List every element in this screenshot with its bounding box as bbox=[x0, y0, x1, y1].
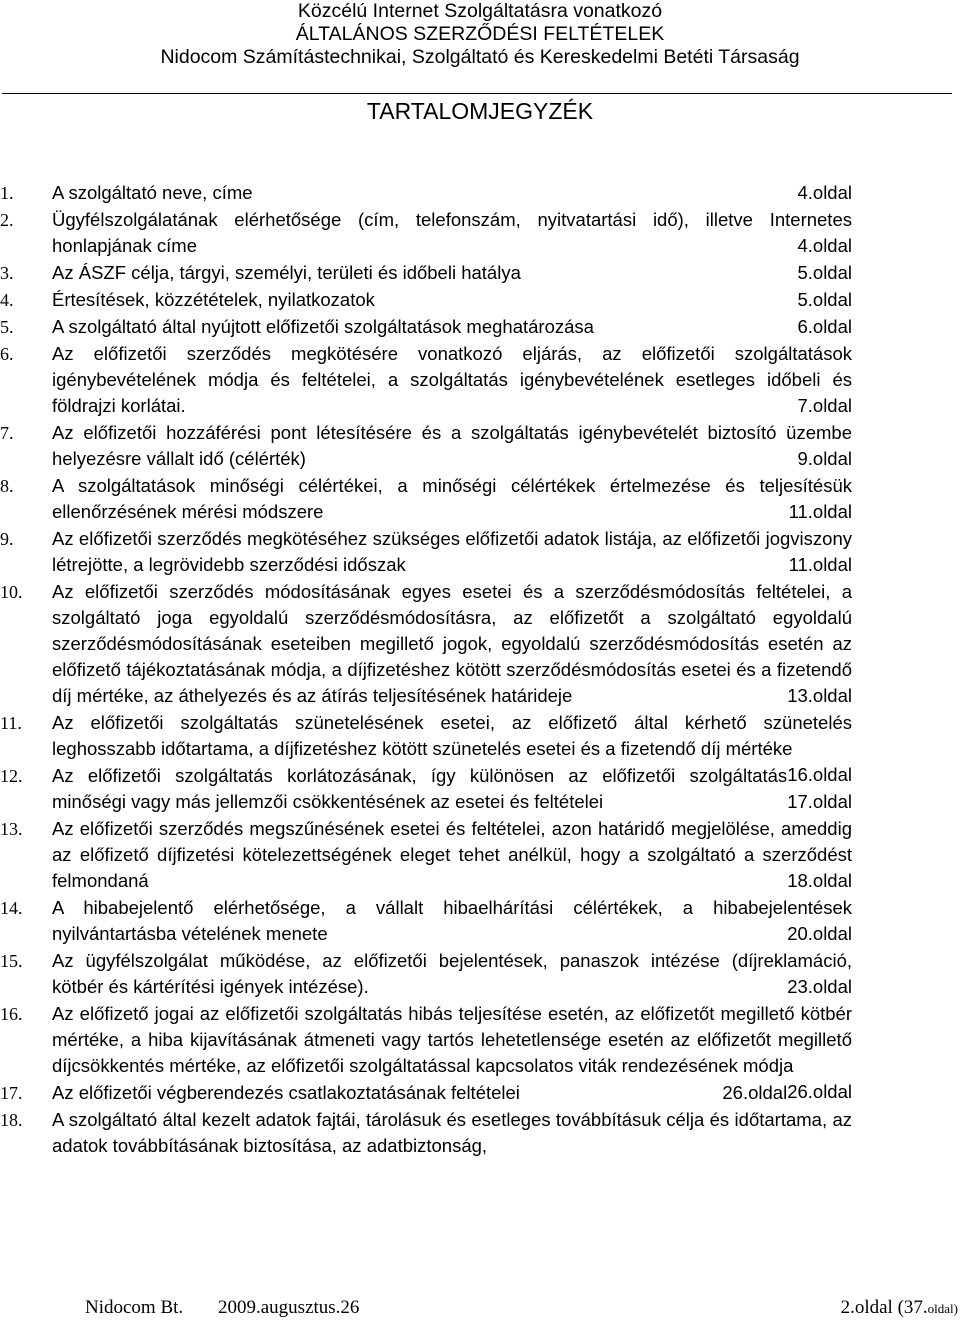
toc-entry-number: 6. bbox=[0, 344, 14, 364]
toc-entry bbox=[0, 1080, 960, 1106]
toc-entry-number: 15. bbox=[0, 951, 23, 971]
toc-entry-title: Az ügyfélszolgálat működése, az előfizetői bejelentések, panaszok intézése (díjreklamáció, kötbér és kártérítési igények intézése). bbox=[52, 950, 852, 997]
toc-entry-number: 4. bbox=[0, 290, 14, 310]
toc-entry bbox=[0, 207, 960, 259]
toc-entry-number: 17. bbox=[0, 1083, 23, 1103]
toc-entry-number: 12. bbox=[0, 766, 23, 786]
toc-entry-number: 18. bbox=[0, 1110, 23, 1130]
toc-entry-text bbox=[52, 948, 852, 1000]
toc-entry-page: 4.oldal bbox=[797, 182, 852, 203]
footer-company: Nidocom Bt. bbox=[85, 1297, 184, 1318]
toc-entry-text bbox=[52, 816, 852, 894]
toc-entry-page: 11.oldal bbox=[788, 554, 852, 575]
header-line-2: ÁLTALÁNOS SZERZŐDÉSI FELTÉTELEK bbox=[295, 23, 665, 45]
toc-entry-number: 7. bbox=[0, 423, 14, 443]
toc-entry bbox=[0, 260, 960, 286]
toc-entry-title: Az előfizető jogai az előfizetői szolgáltatás hibás teljesítése esetén, az előfizetőt megillető kötbér mértéke, a hiba kijavításának átmeneti vagy tartós lehetetlensége esetén az előfizetőt megillető díjcsökkentés mértéke, az előfizetői szolgáltatással kapcsolatos viták rendezésének módja bbox=[52, 1003, 852, 1076]
toc-entry-number: 16. bbox=[0, 1004, 23, 1024]
toc-entry-title: Az előfizetői végberendezés csatlakoztatásának feltételei bbox=[52, 1082, 520, 1103]
toc-entry-title: A szolgáltató által nyújtott előfizetői szolgáltatások meghatározása bbox=[52, 316, 594, 337]
toc-entry-text bbox=[52, 1107, 852, 1159]
toc-entry bbox=[0, 180, 960, 206]
toc-entry-title: Az előfizetői hozzáférési pont létesítésére és a szolgáltatás igénybevételét biztosító üzembe helyezésre vállalt idő (célérték) bbox=[52, 422, 852, 469]
toc-entry-title: Az előfizetői szerződés megkötéséhez szükséges előfizetői adatok listája, az előfizetői jogviszony létrejötte, a legrövidebb szerződési időszak bbox=[52, 528, 852, 575]
toc-entry-title: Az előfizetői szerződés módosításának egyes esetei és a szerződésmódosítás feltételei, a szolgáltató joga egyoldalú szerződésmódosításra, az előfizetőt a szolgáltató egyoldalú szerződésmódosításának eseteiben megillető jogok, egyoldalú szerződésmódosítás esetén az előfizető tájékoztatásának módja, a díjfizetéshez kötött szerződésmódosítás esetei és a fizetendő díj mértéke, az áthelyezés és az átírás teljesítésének határideje bbox=[52, 581, 852, 706]
toc-entry-page: 6.oldal bbox=[797, 316, 852, 337]
toc-entry-number: 14. bbox=[0, 898, 23, 918]
toc-entry-number: 5. bbox=[0, 317, 14, 337]
toc-entry bbox=[0, 816, 960, 894]
toc-entry-text bbox=[52, 473, 852, 525]
toc-entry-text bbox=[52, 260, 852, 286]
toc-entry-title: Az előfizetői szolgáltatás korlátozásának, így különösen az előfizetői szolgáltatás minőségi vagy más jellemzői csökkentésének az esetei és feltételei bbox=[52, 765, 788, 812]
toc-entry-number: 9. bbox=[0, 529, 14, 549]
footer-page-main: 2.oldal (37. bbox=[840, 1297, 928, 1318]
toc-entry-text bbox=[52, 710, 852, 785]
toc-entry-page: 5.oldal bbox=[797, 262, 852, 283]
toc-entry-page: 26.oldal bbox=[787, 1081, 852, 1102]
toc-entry-title: Ügyfélszolgálatának elérhetősége (cím, telefonszám, nyitvatartási idő), illetve Internetes honlapjának címe bbox=[52, 209, 852, 256]
toc-entry-text bbox=[52, 287, 852, 313]
table-of-contents bbox=[0, 180, 960, 1160]
toc-entry-text bbox=[52, 341, 852, 419]
toc-entry-title: A szolgáltató neve, címe bbox=[52, 182, 253, 203]
toc-entry-number: 1. bbox=[0, 183, 14, 203]
toc-entry bbox=[0, 948, 960, 1000]
toc-entry-text bbox=[52, 420, 852, 472]
toc-entry-number: 3. bbox=[0, 263, 14, 283]
toc-entry bbox=[0, 420, 960, 472]
toc-entry-page: 4.oldal bbox=[797, 235, 852, 256]
toc-entry-page: 13.oldal bbox=[787, 685, 852, 706]
toc-entry bbox=[0, 473, 960, 525]
header-line-1: Közcélú Internet Szolgáltatásra vonatkozó bbox=[297, 0, 663, 22]
toc-entry-text bbox=[52, 763, 852, 815]
toc-entry-page: 7.oldal bbox=[797, 395, 852, 416]
toc-entry bbox=[0, 1107, 960, 1159]
toc-entry bbox=[0, 763, 960, 815]
header-divider bbox=[2, 93, 952, 94]
toc-entry-text bbox=[52, 579, 852, 709]
toc-entry-title: Értesítések, közzétételek, nyilatkozatok bbox=[52, 289, 375, 310]
toc-entry-text bbox=[52, 314, 852, 340]
footer-page-number bbox=[841, 1296, 958, 1321]
toc-entry-number: 8. bbox=[0, 476, 14, 496]
toc-entry-title: Az előfizetői szolgáltatás szünetelésének esetei, az előfizető által kérhető szünetelés leghosszabb időtartama, a díjfizetéshez kötött szünetelés esetei és a fizetendő díj mértéke bbox=[52, 712, 852, 759]
page-footer bbox=[0, 1296, 960, 1322]
toc-entry-title: A szolgáltató által kezelt adatok fajtái, tárolásuk és esetleges továbbításuk célja és időtartama, az adatok továbbításának biztosítása, az adatbiztonság, bbox=[52, 1109, 852, 1156]
toc-entry-page: 9.oldal bbox=[797, 448, 852, 469]
toc-entry-page: 11.oldal bbox=[788, 501, 852, 522]
toc-entry bbox=[0, 895, 960, 947]
footer-date: 2009.augusztus.26 bbox=[218, 1297, 360, 1318]
toc-entry bbox=[0, 579, 960, 709]
toc-entry bbox=[0, 341, 960, 419]
footer-page-small: oldal) bbox=[927, 1301, 958, 1316]
toc-entry-title: Az ÁSZF célja, tárgyi, személyi, területi és időbeli hatálya bbox=[52, 262, 521, 283]
toc-entry-number: 10. bbox=[0, 582, 23, 602]
toc-entry-text bbox=[52, 207, 852, 259]
toc-entry-title: A hibabejelentő elérhetősége, a vállalt hibaelhárítási célértékek, a hibabejelentések nyilvántartásba vételének menete bbox=[52, 897, 852, 944]
toc-entry-title: Az előfizetői szerződés megszűnésének esetei és feltételei, azon határidő megjelölése, ameddig az előfizető díjfizetési kötelezettségének eleget tehet anélkül, hogy a szolgáltató a szerződést felmondaná bbox=[52, 818, 852, 891]
toc-entry-page: 18.oldal bbox=[787, 870, 852, 891]
toc-title: TARTALOMJEGYZÉK bbox=[366, 98, 594, 124]
toc-entry-page: 23.oldal bbox=[787, 976, 852, 997]
toc-entry-number: 13. bbox=[0, 819, 23, 839]
toc-entry-title: A szolgáltatások minőségi célértékei, a minőségi célértékek értelmezése és teljesítésük ellenőrzésének mérési módszere bbox=[52, 475, 852, 522]
toc-entry bbox=[0, 314, 960, 340]
toc-entry-text bbox=[52, 180, 852, 206]
toc-entry-page: 26.oldal bbox=[722, 1082, 788, 1103]
header-line-3: Nidocom Számítástechnikai, Szolgáltató és Kereskedelmi Betéti Társaság bbox=[160, 46, 800, 68]
toc-entry-page: 16.oldal bbox=[787, 764, 852, 785]
toc-entry bbox=[0, 287, 960, 313]
toc-entry-page: 20.oldal bbox=[787, 923, 852, 944]
toc-entry-text bbox=[52, 526, 852, 578]
toc-entry-page: 5.oldal bbox=[797, 289, 852, 310]
toc-entry-text bbox=[52, 895, 852, 947]
toc-entry-text bbox=[52, 1080, 852, 1106]
toc-entry-number: 11. bbox=[0, 713, 22, 733]
toc-entry bbox=[0, 526, 960, 578]
toc-entry-title: Az előfizetői szerződés megkötésére vonatkozó eljárás, az előfizetői szolgáltatások igénybevételének módja és feltételei, a szolgáltatás igénybevételének esetleges időbeli és földrajzi korlátai. bbox=[52, 343, 852, 416]
toc-entry-page: 17.oldal bbox=[787, 791, 852, 812]
toc-entry-number: 2. bbox=[0, 210, 14, 230]
